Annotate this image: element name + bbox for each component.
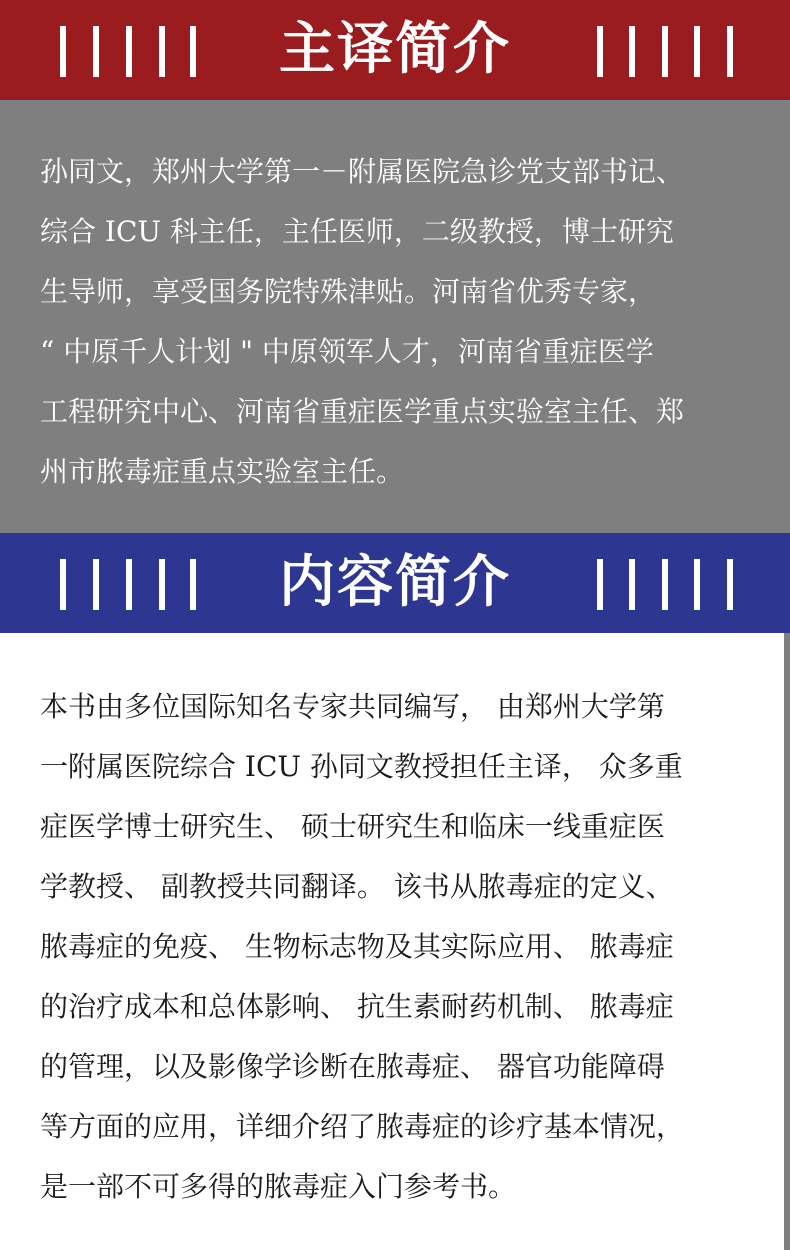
panel-edge-divider: [784, 633, 790, 1250]
decorative-bar: [597, 26, 603, 77]
bio-line: 工程研究中心、河南省重症医学重点实验室主任、郑: [40, 395, 685, 428]
decorative-bar: [694, 559, 700, 610]
summary-line: 学教授、 副教授共同翻译。 该书从脓毒症的定义、: [40, 870, 674, 903]
summary-line: 是一部不可多得的脓毒症入门参考书。: [40, 1170, 517, 1203]
decorative-bar: [727, 26, 733, 77]
decorative-bar: [629, 26, 635, 77]
content-section-heading: 内容简介: [279, 550, 511, 615]
decorative-bar: [727, 559, 733, 610]
summary-line: 症医学博士研究生、 硕士研究生和临床一线重症医: [40, 810, 665, 843]
summary-line: 一附属医院综合 ICU 孙同文教授担任主译， 众多重: [40, 750, 683, 783]
decorative-bar: [597, 559, 603, 610]
content-summary-text: [40, 677, 755, 1217]
translator-bio-panel: [0, 100, 790, 533]
summary-line: 等方面的应用，详细介绍了脓毒症的诊疗基本情况，: [40, 1110, 685, 1143]
decorative-bar: [662, 26, 668, 77]
summary-line: 脓毒症的免疫、 生物标志物及其实际应用、 脓毒症: [40, 930, 674, 963]
bio-line: “ 中原千人计划 " 中原领军人才，河南省重症医学: [40, 335, 654, 368]
decorative-bar: [694, 26, 700, 77]
summary-line: 的治疗成本和总体影响、 抗生素耐药机制、 脓毒症: [40, 990, 674, 1023]
content-summary-panel: [0, 633, 790, 1250]
bio-line: 综合 ICU 科主任，主任医师，二级教授，博士研究: [40, 215, 674, 248]
summary-line: 的管理，以及影像学诊断在脓毒症、 器官功能障碍: [40, 1050, 665, 1083]
summary-line: 本书由多位国际知名专家共同编写， 由郑州大学第: [40, 690, 665, 723]
content-section-banner: [0, 533, 790, 633]
decorative-bar: [629, 559, 635, 610]
bio-line: 生导师，享受国务院特殊津贴。河南省优秀专家，: [40, 275, 657, 308]
bio-line: 孙同文，郑州大学第一－附属医院急诊党支部书记、: [40, 155, 685, 188]
decorative-bar: [662, 559, 668, 610]
bio-line: 州市脓毒症重点实验室主任。: [40, 455, 405, 488]
translator-section-banner: [0, 0, 790, 100]
translator-section-heading: 主译简介: [279, 17, 511, 82]
translator-bio-text: [40, 142, 755, 502]
